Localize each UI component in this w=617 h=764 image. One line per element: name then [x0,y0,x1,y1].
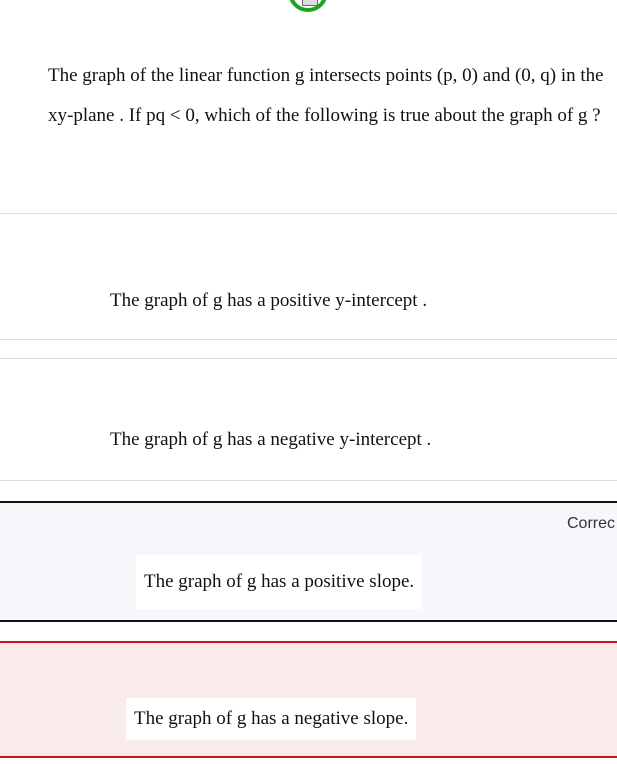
option-text: The graph of g has a negative slope. [126,698,416,740]
option-text: The graph of g has a positive slope. [136,555,422,609]
answer-option-c[interactable] [0,501,617,622]
question-text: The graph of the linear function g intersects points (p, 0) and (0, q) in the xy-plane . If pq < 0, which of the following is true about the graph of g ? [48,65,604,126]
answer-option-b[interactable] [0,358,617,481]
status-badge-icon [288,0,328,12]
answer-option-a[interactable] [0,213,617,340]
option-text: The graph of g has a positive y-intercept . [110,290,428,311]
answer-option-d[interactable] [0,641,617,758]
correct-label: Correc [567,515,616,532]
keyboard-icon [302,0,318,6]
option-text: The graph of g has a negative y-intercept . [110,429,432,450]
